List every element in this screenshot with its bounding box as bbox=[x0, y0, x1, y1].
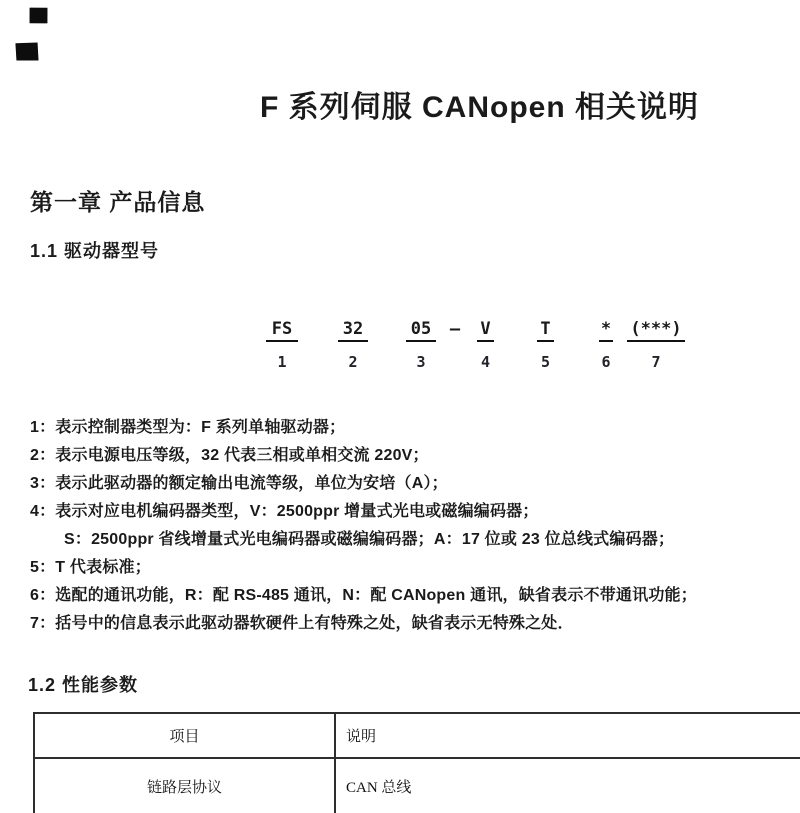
table-header-description: 说明 bbox=[335, 713, 800, 758]
scan-mark bbox=[28, 6, 48, 24]
model-segment-number: 3 bbox=[416, 353, 426, 371]
performance-parameters-table bbox=[33, 712, 800, 813]
model-segment bbox=[406, 320, 436, 371]
note-line: 6：选配的通讯功能，R：配 RS-485 通讯，N：配 CANopen 通讯，缺省表示不带通讯功能； bbox=[30, 587, 697, 604]
note-line: 7：括号中的信息表示此驱动器软硬件上有特殊之处，缺省表示无特殊之处． bbox=[30, 615, 574, 632]
model-code-notes bbox=[30, 414, 780, 638]
section-1-2-heading: 1.2 性能参数 bbox=[28, 675, 139, 695]
model-segment-dash bbox=[446, 320, 464, 351]
model-segment-number: 4 bbox=[480, 353, 491, 371]
model-segment-code: * bbox=[599, 320, 613, 342]
model-segment-number: 6 bbox=[601, 353, 611, 371]
table-header-row bbox=[34, 713, 800, 758]
scan-mark bbox=[15, 41, 40, 61]
note-line: 5：T 代表标准； bbox=[30, 559, 151, 576]
note-line: 1：表示控制器类型为：F 系列单轴驱动器； bbox=[30, 419, 346, 436]
note-line: 2：表示电源电压等级，32 代表三相或单相交流 220V； bbox=[30, 447, 429, 464]
model-segment bbox=[266, 320, 298, 371]
model-segment-code: (***) bbox=[627, 320, 685, 342]
model-segment-code: 32 bbox=[338, 320, 368, 342]
model-segment-code: 05 bbox=[406, 320, 436, 342]
model-segment-code: FS bbox=[266, 320, 298, 342]
note-line: 4：表示对应电机编码器类型，V：2500ppr 增量式光电或磁编编码器； bbox=[30, 503, 539, 520]
model-segment bbox=[338, 320, 368, 371]
model-segment bbox=[627, 320, 685, 371]
table-cell-description: CAN 总线 bbox=[335, 758, 800, 813]
note-line: 3：表示此驱动器的额定输出电流等级，单位为安培（A）； bbox=[30, 475, 448, 492]
section-1-1-heading: 1.1 驱动器型号 bbox=[30, 241, 160, 261]
document-title: F 系列伺服 CANopen 相关说明 bbox=[260, 91, 699, 124]
table-row bbox=[34, 758, 800, 813]
model-segment bbox=[477, 320, 494, 371]
chapter-heading: 第一章 产品信息 bbox=[30, 189, 206, 215]
model-segment bbox=[537, 320, 554, 371]
model-segment-number: 5 bbox=[540, 353, 551, 371]
table-header-item: 项目 bbox=[34, 713, 335, 758]
model-segment-number: 7 bbox=[651, 353, 661, 371]
model-segment-code: T bbox=[537, 320, 554, 342]
table-cell-item: 链路层协议 bbox=[34, 758, 335, 813]
note-line: S：2500ppr 省线增量式光电编码器或磁编编码器；A：17 位或 23 位总线式编码器； bbox=[64, 531, 675, 548]
model-segment bbox=[599, 320, 613, 371]
model-segment-code: V bbox=[477, 320, 494, 342]
model-segment-number: 1 bbox=[277, 353, 287, 371]
model-segment-number: 2 bbox=[348, 353, 358, 371]
model-segment-code: – bbox=[449, 319, 461, 339]
model-code-diagram bbox=[0, 320, 800, 380]
